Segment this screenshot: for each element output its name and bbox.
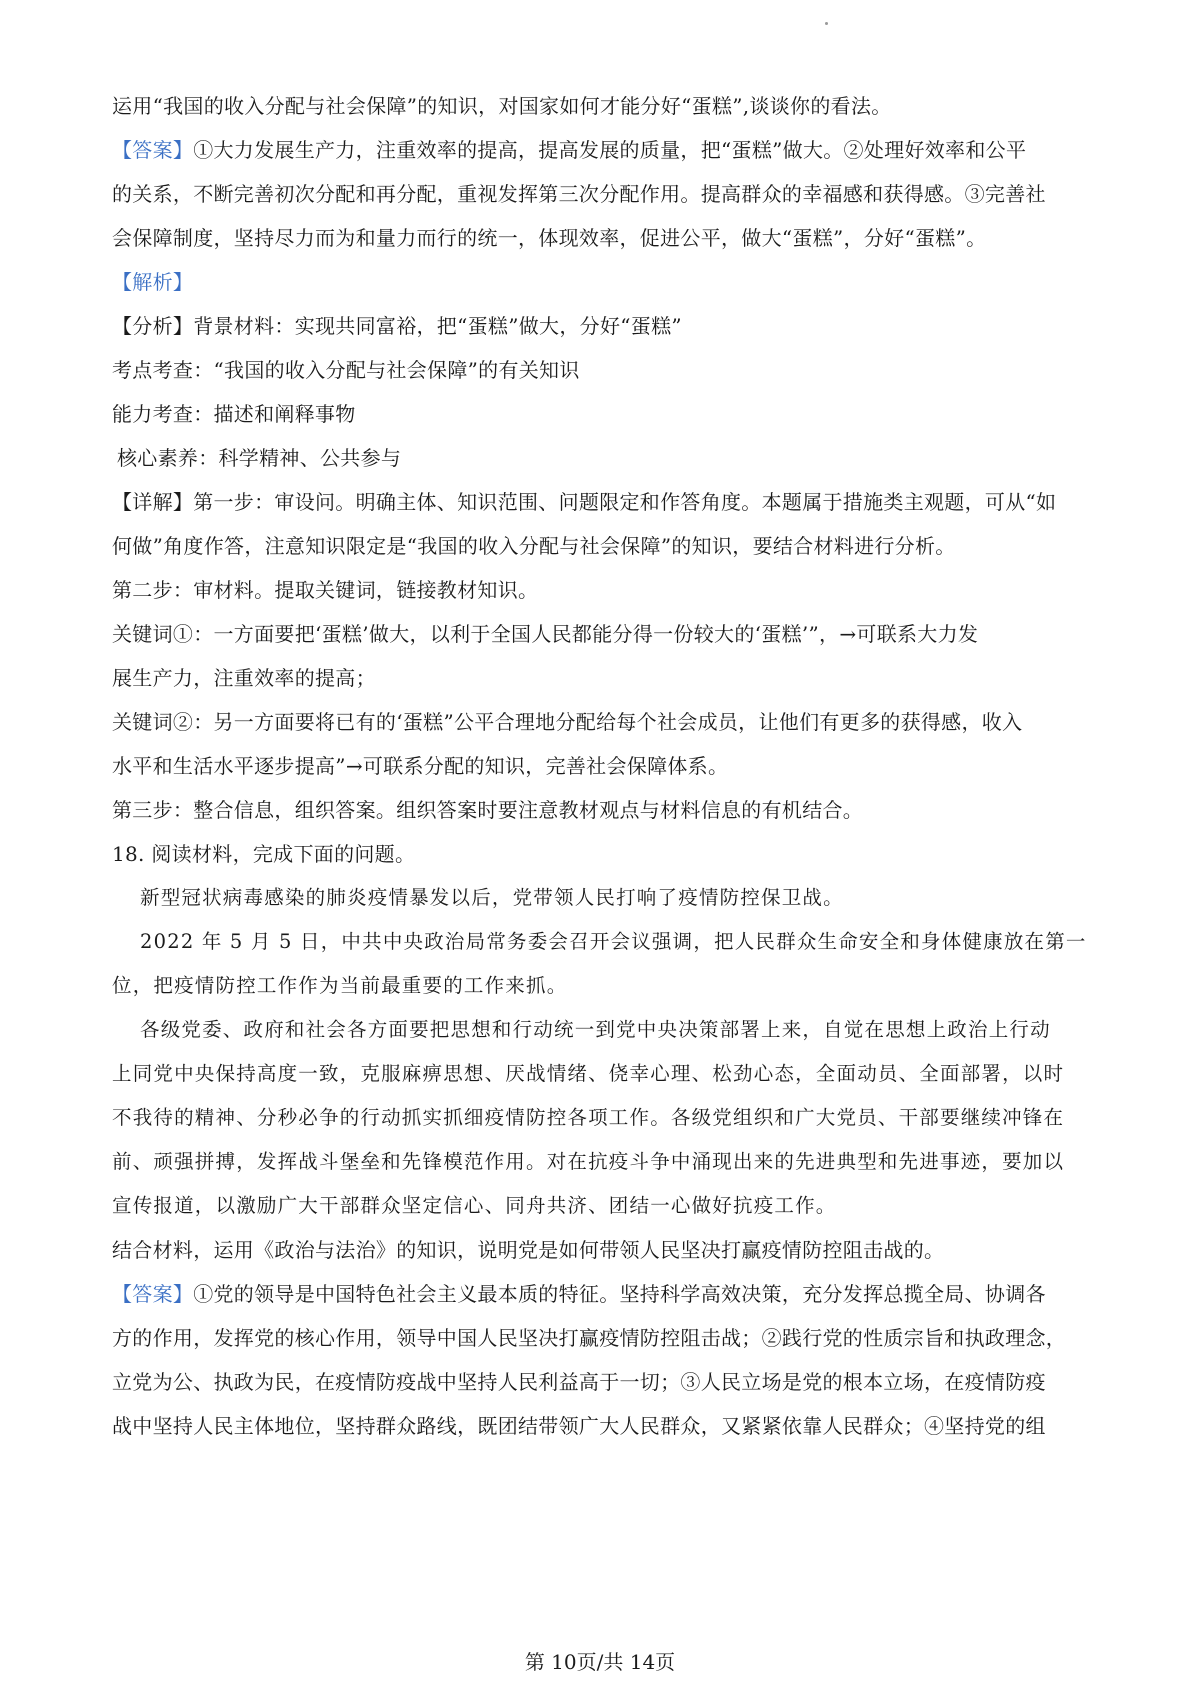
answer-17-line-3: 会保障制度，坚持尽力而为和量力而行的统一，体现效率，促进公平，做大“蛋糕”，分好“蛋糕”。 [112, 226, 987, 250]
detail-step-1-line-2: 何做”角度作答，注意知识限定是“我国的收入分配与社会保障”的知识，要结合材料进行分析。 [112, 534, 956, 558]
answer-18-line-4: 战中坚持人民主体地位，坚持群众路线，既团结带领广大人民群众，又紧紧依靠人民群众；④坚持党的组 [112, 1414, 1046, 1438]
detail-step-1-line-1: 【详解】第一步：审设问。明确主体、知识范围、问题限定和作答角度。本题属于措施类主观题，可从“如 [112, 490, 1057, 514]
analysis-ability: 能力考查：描述和阐释事物 [112, 402, 356, 426]
keyword-1-line-1: 关键词①：一方面要把‘蛋糕’做大，以利于全国人民都能分得一份较大的‘蛋糕’”，→可联系大力发 [112, 622, 979, 646]
answer-tag: 【答案】 [112, 138, 194, 162]
scan-dot [825, 22, 828, 25]
keyword-1-line-2: 展生产力，注重效率的提高； [112, 666, 376, 690]
keyword-2-line-2: 水平和生活水平逐步提高”→可联系分配的知识，完善社会保障体系。 [112, 754, 729, 778]
material-paragraph-3-line-4: 前、顽强拼搏，发挥战斗堡垒和先锋模范作用。对在抗疫斗争中涌现出来的先进典型和先进事迹，要加以 [112, 1150, 1065, 1173]
analysis-knowledge-point: 考点考查：“我国的收入分配与社会保障”的有关知识 [112, 358, 580, 382]
question-18-heading: 18. 阅读材料，完成下面的问题。 [112, 842, 416, 866]
material-paragraph-3-line-1: 各级党委、政府和社会各方面要把思想和行动统一到党中央决策部署上来，自觉在思想上政治上行动 [140, 1018, 1051, 1041]
answer-17-line-2: 的关系，不断完善初次分配和再分配，重视发挥第三次分配作用。提高群众的幸福感和获得感。③完善社 [112, 182, 1046, 206]
material-paragraph-3-line-5: 宣传报道，以激励广大干部群众坚定信心、同舟共济、团结一心做好抗疫工作。 [112, 1194, 837, 1217]
analysis-background: 【分析】背景材料：实现共同富裕，把“蛋糕”做大，分好“蛋糕” [112, 314, 682, 338]
question-17-prompt: 运用“我国的收入分配与社会保障”的知识，对国家如何才能分好“蛋糕”,谈谈你的看法。 [112, 94, 892, 118]
detail-step-2: 第二步：审材料。提取关键词，链接教材知识。 [112, 578, 539, 602]
answer-18-line-2: 方的作用，发挥党的核心作用，领导中国人民坚决打赢疫情防控阻击战；②践行党的性质宗旨和执政理念， [112, 1326, 1067, 1350]
keyword-2-line-1: 关键词②：另一方面要将已有的‘蛋糕”公平合理地分配给每个社会成员，让他们有更多的获得感，收入 [112, 710, 1023, 734]
material-paragraph-3-line-2: 上同党中央保持高度一致，克服麻痹思想、厌战情绪、侥幸心理、松劲心态，全面动员、全面部署，以时 [112, 1062, 1065, 1085]
answer-tag: 【答案】 [112, 1282, 194, 1306]
material-paragraph-3-line-3: 不我待的精神、分秒必争的行动抓实抓细疫情防控各项工作。各级党组织和广大党员、干部要继续冲锋在 [112, 1106, 1065, 1129]
analysis-tag: 【解析】 [112, 270, 194, 294]
page-number-footer: 第 10页/共 14页 [524, 1650, 676, 1674]
analysis-core-literacy: 核心素养：科学精神、公共参与 [117, 446, 402, 470]
detail-step-3: 第三步：整合信息，组织答案。组织答案时要注意教材观点与材料信息的有机结合。 [112, 798, 864, 822]
answer-17-line-1: 【答案】①大力发展生产力，注重效率的提高，提高发展的质量，把“蛋糕”做大。②处理好效率和公平 [112, 138, 1027, 162]
material-paragraph-2-line-2: 位，把疫情防控工作作为当前最重要的工作来抓。 [112, 974, 568, 997]
question-18-prompt: 结合材料，运用《政治与法治》的知识，说明党是如何带领人民坚决打赢疫情防控阻击战的。 [112, 1238, 945, 1262]
material-paragraph-1: 新型冠状病毒感染的肺炎疫情暴发以后，党带领人民打响了疫情防控保卫战。 [140, 886, 844, 909]
answer-18-line-1: 【答案】①党的领导是中国特色社会主义最本质的特征。坚持科学高效决策，充分发挥总揽全局、协调各 [112, 1282, 1046, 1306]
answer-18-line-3: 立党为公、执政为民，在疫情防疫战中坚持人民利益高于一切；③人民立场是党的根本立场，在疫情防疫 [112, 1370, 1046, 1394]
material-paragraph-2-line-1: 2022 年 5 月 5 日，中共中央政治局常务委会召开会议强调，把人民群众生命安全和身体健康放在第一 [140, 930, 1087, 953]
